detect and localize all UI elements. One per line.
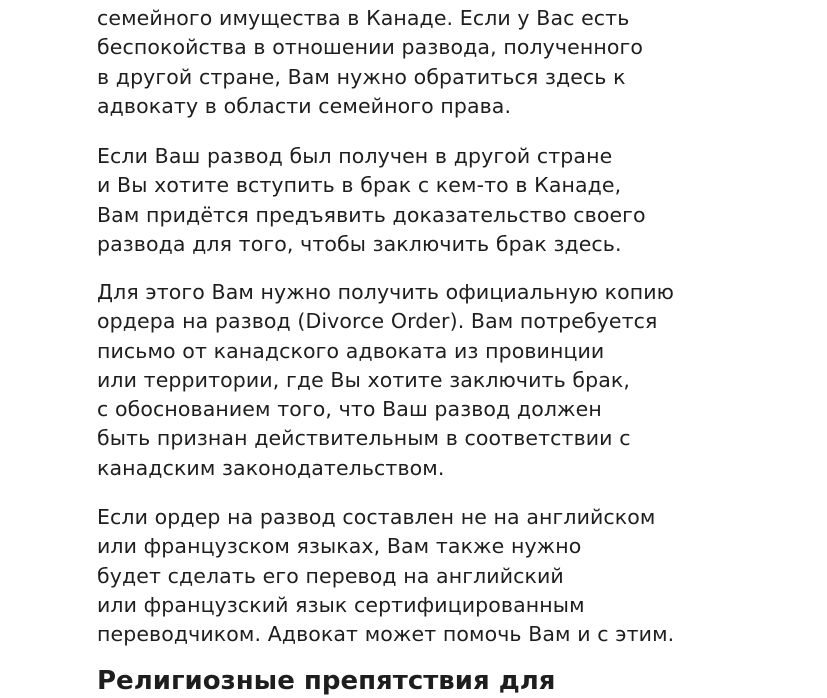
text-line: адвокату в области семейного права. xyxy=(97,93,512,118)
text-line: Для этого Вам нужно получить официальную копию xyxy=(97,280,674,304)
text-line: с обоснованием того, что Ваш развод должен xyxy=(97,397,602,422)
paragraph-translation xyxy=(97,503,674,649)
text-line: будет сделать его перевод на английский xyxy=(97,563,564,588)
text-line: письмо от канадского адвоката из провинции xyxy=(97,338,605,363)
text-line: или французский язык сертифицированным xyxy=(97,592,585,617)
text-line: канадским законодательством. xyxy=(97,455,445,480)
text-line: семейного имущества в Канаде. Если у Вас есть xyxy=(97,6,630,30)
text-line: Если Ваш развод был получен в другой стране xyxy=(97,144,613,168)
text-line: или французском языках, Вам также нужно xyxy=(97,534,582,559)
section-heading: Религиозные препятствия для xyxy=(97,666,556,696)
text-line: переводчиком. Адвокат может помочь Вам и с этим. xyxy=(97,622,675,647)
text-line: или территории, где Вы хотите заключить брак, xyxy=(97,367,630,392)
text-line: ордера на развод (Divorce Order). Вам потребуется xyxy=(97,309,658,334)
paragraph-divorce-order-copy xyxy=(97,278,674,483)
text-line: и Вы хотите вступить в брак с кем-то в Канаде, xyxy=(97,173,622,198)
paragraph-foreign-divorce-concerns xyxy=(97,4,643,121)
text-line: Вам придётся предъявить доказательство своего xyxy=(97,202,646,227)
text-line: быть признан действительным в соответствии с xyxy=(97,426,631,451)
text-line: беспокойства в отношении развода, полученного xyxy=(97,35,643,60)
text-line: в другой стране, Вам нужно обратиться здесь к xyxy=(97,64,626,89)
text-line: развода для того, чтобы заключить брак здесь. xyxy=(97,231,622,256)
paragraph-remarriage-proof xyxy=(97,142,646,259)
text-line: Если ордер на развод составлен не на английском xyxy=(97,505,656,529)
